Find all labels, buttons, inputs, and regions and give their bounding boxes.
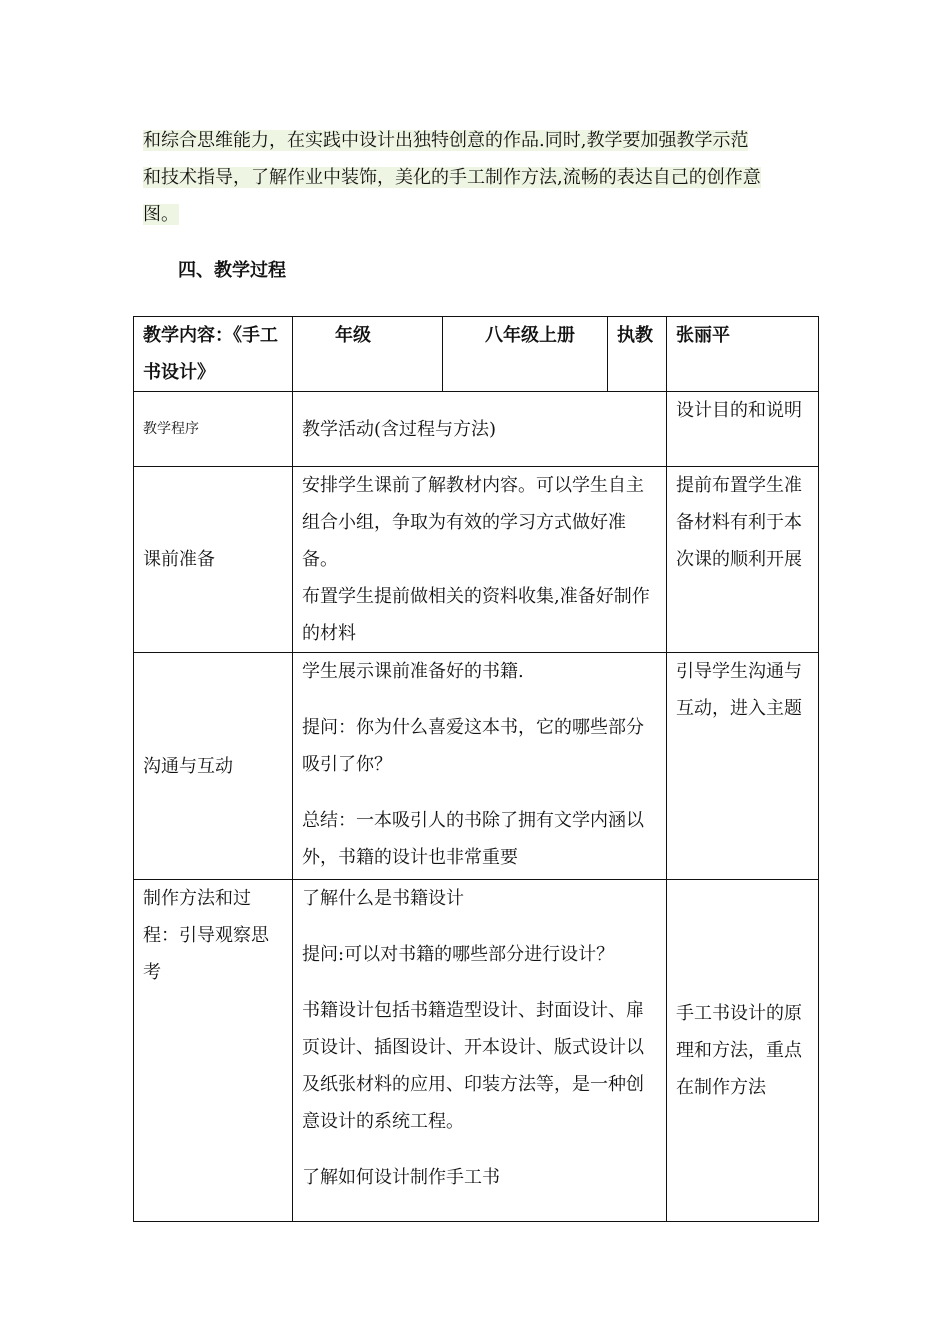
procedure-cell: 课前准备 [134, 467, 293, 653]
activity-text: 提问：你为什么喜爱这本书，它的哪些部分吸引了你？ [302, 717, 644, 775]
activity-text: 书籍设计包括书籍造型设计、封面设计、扉页设计、插图设计、开本设计、版式设计以及纸张材料的应用、印装方法等，是一种创意设计的系统工程。 [302, 1000, 644, 1132]
table-row [134, 653, 819, 880]
intro-paragraph [143, 122, 808, 233]
intro-line-1: 和综合思维能力，在实践中设计出独特创意的作品.同时,教学要加强教学示范 [143, 130, 749, 151]
section-heading: 四、教学过程 [178, 260, 286, 281]
purpose-cell: 提前布置学生准备材料有利于本次课的顺利开展 [667, 467, 819, 653]
column-activity: 教学活动(含过程与方法) [293, 392, 667, 467]
lesson-content-label: 教学内容：《手工书设计》 [134, 317, 293, 392]
purpose-cell: 引导学生沟通与互动，进入主题 [667, 653, 819, 880]
activity-cell [293, 653, 667, 880]
table-row [134, 467, 819, 653]
activity-text: 提问:可以对书籍的哪些部分进行设计？ [302, 944, 615, 965]
teacher-value: 张丽平 [667, 317, 819, 392]
activity-text: 布置学生提前做相关的资料收集,准备好制作的材料 [302, 586, 650, 644]
grade-label: 年级 [293, 317, 443, 392]
intro-line-2: 和技术指导，了解作业中装饰，美化的手工制作方法,流畅的表达自己的创作意 [143, 167, 761, 188]
purpose-cell: 手工书设计的原理和方法，重点在制作方法 [667, 880, 819, 1222]
activity-text: 学生展示课前准备好的书籍. [302, 661, 524, 682]
activity-text: 了解什么是书籍设计 [302, 888, 464, 909]
intro-line-3: 图。 [143, 204, 179, 225]
table-row [134, 880, 819, 1222]
activity-cell [293, 880, 667, 1222]
procedure-cell: 制作方法和过程：引导观察思考 [134, 880, 293, 1222]
activity-text: 总结：一本吸引人的书除了拥有文学内涵以外，书籍的设计也非常重要 [302, 810, 644, 868]
lesson-plan-table [133, 316, 819, 1222]
activity-text: 了解如何设计制作手工书 [302, 1167, 500, 1188]
teacher-label: 执教 [608, 317, 667, 392]
column-purpose: 设计目的和说明 [667, 392, 819, 467]
activity-cell [293, 467, 667, 653]
procedure-cell: 沟通与互动 [134, 653, 293, 880]
grade-value: 八年级上册 [443, 317, 608, 392]
activity-text: 安排学生课前了解教材内容。可以学生自主组合小组，争取为有效的学习方式做好准备。 [302, 475, 644, 570]
column-procedure: 教学程序 [134, 392, 293, 467]
table-header-row [134, 317, 819, 392]
column-header-row [134, 392, 819, 467]
